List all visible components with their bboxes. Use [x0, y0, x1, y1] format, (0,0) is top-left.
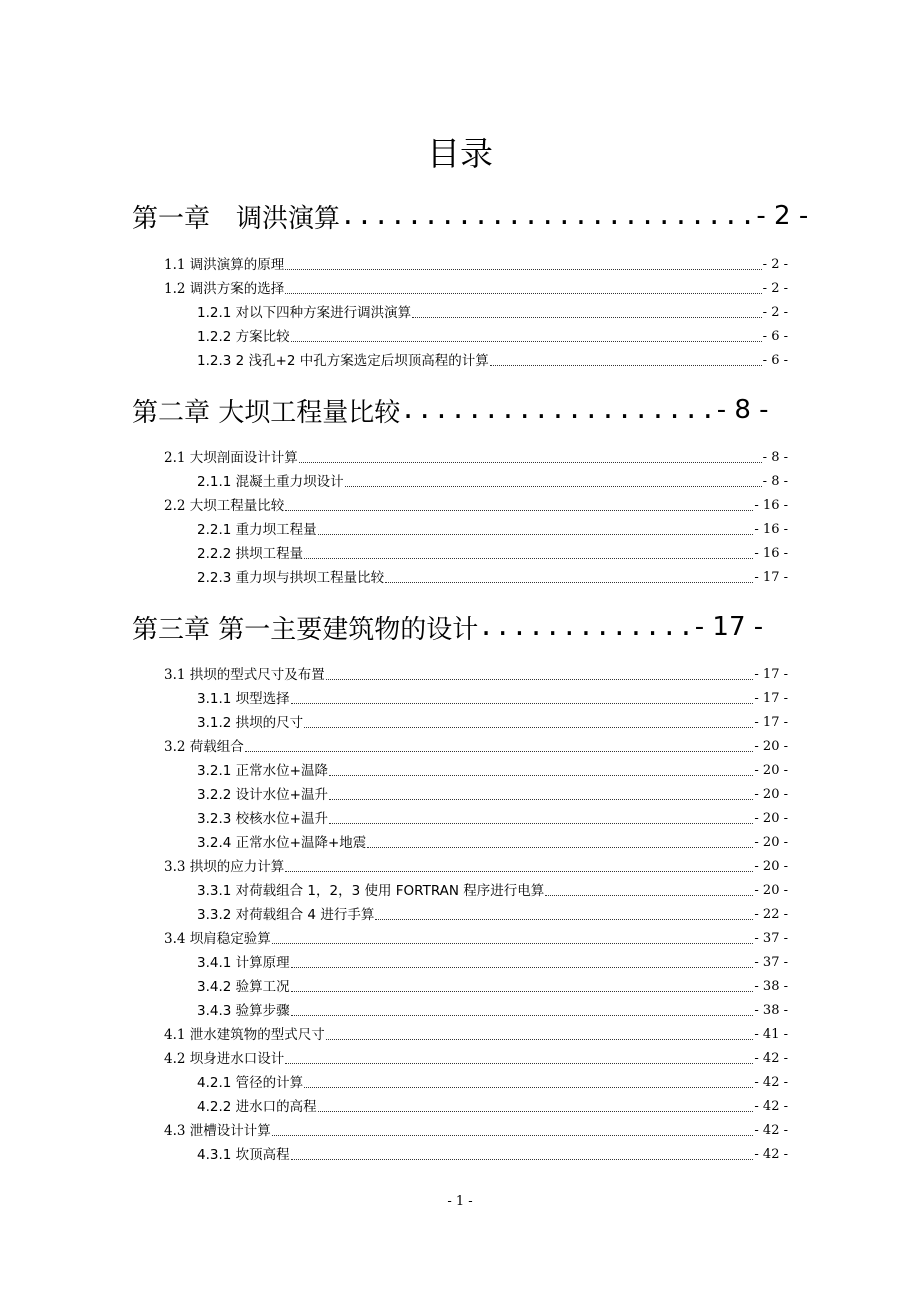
toc-leader: [291, 991, 754, 992]
toc-entry-title: 4.3 泄槽设计计算: [164, 1123, 271, 1139]
toc-leader: [326, 1039, 754, 1040]
toc-leader: [291, 967, 754, 968]
toc-entry-title: 3.1 拱坝的型式尺寸及布置: [164, 667, 325, 683]
toc-entry-page: - 17 -: [754, 691, 788, 706]
toc-leader: [318, 534, 754, 535]
toc-entry-title: 4.2.2 进水口的高程: [197, 1099, 317, 1115]
toc-entry-page: - 38 -: [754, 1003, 788, 1018]
toc-entry-title: 1.1 调洪演算的原理: [164, 257, 285, 273]
toc-entry[interactable]: [164, 252, 788, 274]
toc-entry[interactable]: [197, 1070, 788, 1092]
toc-entry-title: 3.1.2 拱坝的尺寸: [197, 715, 304, 731]
toc-leader: [285, 1063, 753, 1064]
toc-entry-title: 1.2 调洪方案的选择: [164, 281, 285, 297]
toc-entry-page: - 20 -: [754, 883, 788, 898]
toc-entry[interactable]: [197, 565, 788, 587]
toc-entry-title: 4.2 坝身进水口设计: [164, 1051, 285, 1067]
toc-leader: [285, 871, 753, 872]
toc-leader: [385, 582, 753, 583]
toc-entry[interactable]: [164, 926, 788, 948]
toc-entry[interactable]: [164, 493, 788, 515]
toc-leader: [291, 1159, 754, 1160]
chapter-page-number: - 17 -: [694, 612, 764, 642]
toc-entry-page: - 2 -: [762, 305, 788, 320]
toc-entry-title: 4.3.1 坎顶高程: [197, 1147, 290, 1163]
toc-leader: [345, 486, 762, 487]
toc-leader: [375, 919, 753, 920]
toc-entry[interactable]: [164, 1118, 788, 1140]
toc-entry[interactable]: [197, 517, 788, 539]
toc-leader: [291, 341, 762, 342]
toc-leader: [245, 751, 754, 752]
toc-entry[interactable]: [197, 1094, 788, 1116]
toc-entry-title: 3.2.4 正常水位+温降+地震: [197, 835, 367, 851]
toc-entry-page: - 16 -: [754, 522, 788, 537]
toc-leader: [367, 847, 753, 848]
toc-entry-title: 3.3 拱坝的应力计算: [164, 859, 285, 875]
toc-entry[interactable]: [197, 902, 788, 924]
toc-entry-title: 2.1.1 混凝土重力坝设计: [197, 474, 344, 490]
toc-leader: [285, 510, 753, 511]
toc-leader: [329, 775, 753, 776]
toc-entry-page: - 20 -: [754, 763, 788, 778]
toc-leader: [304, 1087, 753, 1088]
toc-entry-page: - 2 -: [762, 281, 788, 296]
toc-entry[interactable]: [197, 998, 788, 1020]
toc-entry-title: 3.4.1 计算原理: [197, 955, 290, 971]
toc-entry-page: - 42 -: [754, 1075, 788, 1090]
toc-entry-page: - 16 -: [754, 546, 788, 561]
toc-entry-title: 1.2.2 方案比较: [197, 329, 290, 345]
toc-entry-page: - 20 -: [754, 787, 788, 802]
toc-entry-page: - 38 -: [754, 979, 788, 994]
toc-entry-page: - 22 -: [754, 907, 788, 922]
toc-entry-page: - 41 -: [754, 1027, 788, 1042]
toc-entry-page: - 42 -: [754, 1099, 788, 1114]
toc-entry[interactable]: [164, 734, 788, 756]
toc-entry[interactable]: [197, 782, 788, 804]
toc-entry[interactable]: [197, 324, 788, 346]
toc-entry[interactable]: [197, 950, 788, 972]
toc-leader: [326, 679, 754, 680]
toc-entry-page: - 42 -: [754, 1123, 788, 1138]
chapter-heading[interactable]: [132, 390, 769, 430]
toc-entry[interactable]: [164, 1046, 788, 1068]
toc-entry-title: 1.2.1 对以下四种方案进行调洪演算: [197, 305, 412, 321]
toc-leader: [329, 823, 753, 824]
toc-leader: [285, 269, 761, 270]
toc-entry-page: - 42 -: [754, 1051, 788, 1066]
toc-entry-title: 2.2 大坝工程量比较: [164, 498, 285, 514]
toc-entry-title: 3.2.3 校核水位+温升: [197, 811, 328, 827]
chapter-label: 第一章 调洪演算: [132, 203, 341, 234]
toc-leader: [272, 1135, 754, 1136]
toc-entry[interactable]: [197, 806, 788, 828]
toc-entry[interactable]: [164, 445, 788, 467]
toc-entry-title: 3.2 荷载组合: [164, 739, 244, 755]
toc-leader: [412, 317, 762, 318]
toc-entry-page: - 17 -: [754, 667, 788, 682]
toc-entry-page: - 37 -: [754, 931, 788, 946]
toc-leader: [291, 1015, 754, 1016]
chapter-leader-dots: .........................: [340, 201, 757, 231]
toc-entry-title: 3.3.2 对荷载组合 4 进行手算: [197, 907, 375, 923]
toc-entry-page: - 20 -: [754, 859, 788, 874]
toc-leader: [299, 462, 762, 463]
toc-entry-title: 3.1.1 坝型选择: [197, 691, 290, 707]
toc-entry[interactable]: [164, 1022, 788, 1044]
toc-entry-page: - 6 -: [762, 329, 788, 344]
toc-entry-title: 3.4.2 验算工况: [197, 979, 290, 995]
toc-entry-title: 2.1 大坝剖面设计计算: [164, 450, 298, 466]
toc-entry-title: 3.2.2 设计水位+温升: [197, 787, 328, 803]
toc-entry[interactable]: [197, 758, 788, 780]
toc-entry[interactable]: [197, 348, 788, 370]
toc-entry[interactable]: [164, 276, 788, 298]
toc-leader: [291, 703, 754, 704]
toc-entry-title: 3.2.1 正常水位+温降: [197, 763, 328, 779]
toc-entry[interactable]: [164, 662, 788, 684]
chapter-label: 第二章 大坝工程量比较: [132, 397, 401, 428]
toc-entry-title: 3.4 坝肩稳定验算: [164, 931, 271, 947]
toc-entry-page: - 17 -: [754, 715, 788, 730]
toc-entry[interactable]: [164, 854, 788, 876]
toc-entry-page: - 16 -: [754, 498, 788, 513]
toc-entry-page: - 20 -: [754, 835, 788, 850]
toc-leader: [304, 727, 753, 728]
toc-leader: [285, 293, 761, 294]
toc-leader: [329, 799, 753, 800]
toc-entry-title: 4.2.1 管径的计算: [197, 1075, 304, 1091]
chapter-page-number: - 8 -: [716, 395, 769, 425]
chapter-page-number: - 2 -: [756, 201, 809, 231]
toc-entry-page: - 20 -: [754, 811, 788, 826]
chapter-leader-dots: ...................: [400, 395, 717, 425]
toc-entry-page: - 37 -: [754, 955, 788, 970]
toc-entry[interactable]: [197, 974, 788, 996]
toc-entry[interactable]: [197, 830, 788, 852]
chapter-leader-dots: .............: [478, 612, 695, 642]
toc-leader: [318, 1111, 754, 1112]
toc-entry-title: 3.3.1 对荷载组合 1，2，3 使用 FORTRAN 程序进行电算: [197, 883, 545, 899]
toc-entry-title: 3.4.3 验算步骤: [197, 1003, 290, 1019]
toc-entry-page: - 8 -: [762, 450, 788, 465]
toc-entry[interactable]: [197, 686, 788, 708]
toc-entry-page: - 17 -: [754, 570, 788, 585]
toc-entry-title: 4.1 泄水建筑物的型式尺寸: [164, 1027, 325, 1043]
toc-entry-page: - 8 -: [762, 474, 788, 489]
toc-leader: [490, 365, 762, 366]
toc-entry-page: - 2 -: [762, 257, 788, 272]
toc-entry-title: 2.2.3 重力坝与拱坝工程量比较: [197, 570, 385, 586]
toc-entry[interactable]: [197, 541, 788, 563]
toc-leader: [545, 895, 753, 896]
chapter-label: 第三章 第一主要建筑物的设计: [132, 614, 479, 645]
toc-entry-title: 2.2.2 拱坝工程量: [197, 546, 304, 562]
chapter-heading[interactable]: [132, 196, 808, 236]
toc-entry[interactable]: [197, 878, 788, 900]
page-title: 目录: [427, 134, 493, 173]
toc-entry[interactable]: [197, 469, 788, 491]
toc-entry-title: 2.2.1 重力坝工程量: [197, 522, 317, 538]
chapter-heading[interactable]: [132, 607, 763, 647]
toc-leader: [304, 558, 753, 559]
toc-entry[interactable]: [197, 710, 788, 732]
toc-leader: [272, 943, 754, 944]
page-footer-number: - 1 -: [447, 1194, 473, 1209]
toc-entry-page: - 20 -: [754, 739, 788, 754]
toc-entry-page: - 42 -: [754, 1147, 788, 1162]
toc-entry[interactable]: [197, 300, 788, 322]
toc-entry-title: 1.2.3 2 浅孔+2 中孔方案选定后坝顶高程的计算: [197, 353, 489, 369]
toc-entry[interactable]: [197, 1142, 788, 1164]
toc-entry-page: - 6 -: [762, 353, 788, 368]
